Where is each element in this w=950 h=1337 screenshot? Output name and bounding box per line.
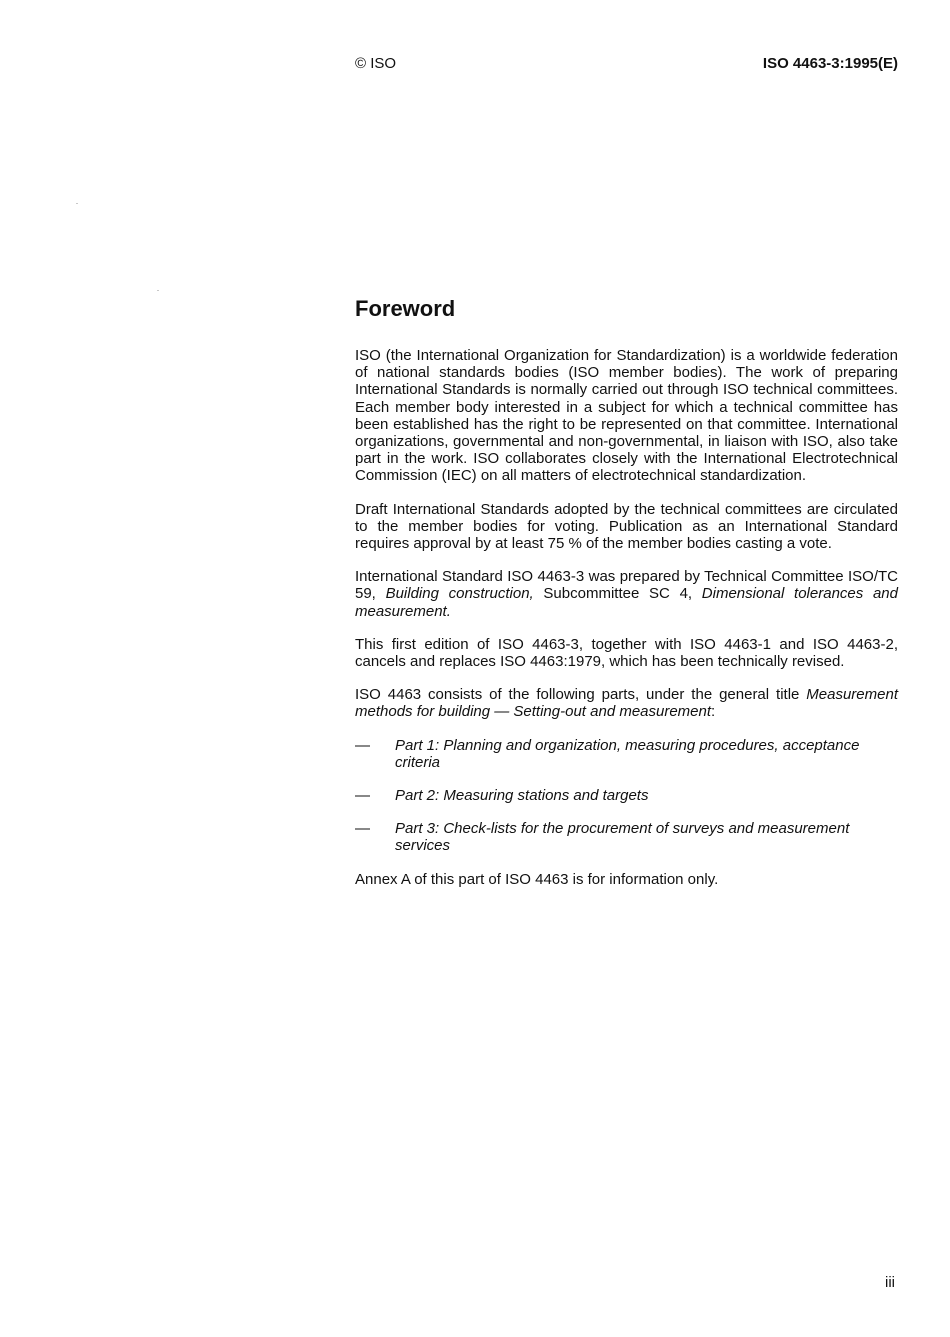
page-title: Foreword xyxy=(355,296,456,321)
list-item-text: Part 3: Check-lists for the procurement of surveys and measurement services xyxy=(395,820,850,855)
paragraph-iso-description: ISO (the International Organization for Standardization) is a worldwide federation of national standards bodies (ISO member bodies). The work of preparing International Standards is normally carried out through ISO technical committees. Each member body interested in a subject for which a technical committee has been established has the right to be represented on that committee. International organizations, governmental and non-governmental, in liaison with ISO, also take part in the work. ISO collaborates closely with the International Electrotechnical Commission (IEC) on all matters of electrotechnical standardization. xyxy=(355,347,898,485)
list-item xyxy=(355,787,898,804)
paragraph-edition: This first edition of ISO 4463-3, together with ISO 4463-1 and ISO 4463-2, cancels and replaces ISO 4463:1979, which has been technically revised. xyxy=(355,635,898,671)
paragraph-draft-standards: Draft International Standards adopted by the technical committees are circulated to the member bodies for voting. Publication as an International Standard requires approval by at least 75 % of the member bodies casting a vote. xyxy=(355,500,898,553)
list-item xyxy=(355,820,898,854)
scan-speck xyxy=(157,290,159,291)
list-item-text: Part 2: Measuring stations and targets xyxy=(395,787,649,805)
list-dash: — xyxy=(355,820,370,838)
page-number: iii xyxy=(885,1274,895,1291)
copyright-header: © ISO xyxy=(355,55,397,72)
list-item xyxy=(355,737,898,771)
parts-intro-colon: : xyxy=(711,703,716,721)
subcommittee-text: Subcommittee SC 4, xyxy=(533,585,702,603)
paragraph-preparation xyxy=(355,568,898,620)
parts-intro-text: ISO 4463 consists of the following parts, under the general title xyxy=(355,686,807,704)
list-dash: — xyxy=(355,736,370,754)
foreword-body xyxy=(355,347,898,904)
committee-name: Building construction, xyxy=(385,585,534,603)
list-dash: — xyxy=(355,787,370,805)
standard-number-header: ISO 4463-3:1995(E) xyxy=(762,55,898,72)
general-title: Measurement methods for building — Setting-out and measurement xyxy=(355,686,898,721)
paragraph-annex-note: Annex A of this part of ISO 4463 is for information only. xyxy=(355,870,719,888)
list-item-text: Part 1: Planning and organization, measuring procedures, acceptance criteria xyxy=(395,736,860,771)
preparation-text: International Standard ISO 4463-3 was prepared by Technical Committee ISO/TC 59, xyxy=(355,568,898,603)
paragraph-parts-intro xyxy=(355,686,898,720)
parts-list xyxy=(355,737,898,855)
scan-speck xyxy=(76,203,78,204)
subcommittee-name: Dimensional tolerances and measurement. xyxy=(355,585,898,620)
